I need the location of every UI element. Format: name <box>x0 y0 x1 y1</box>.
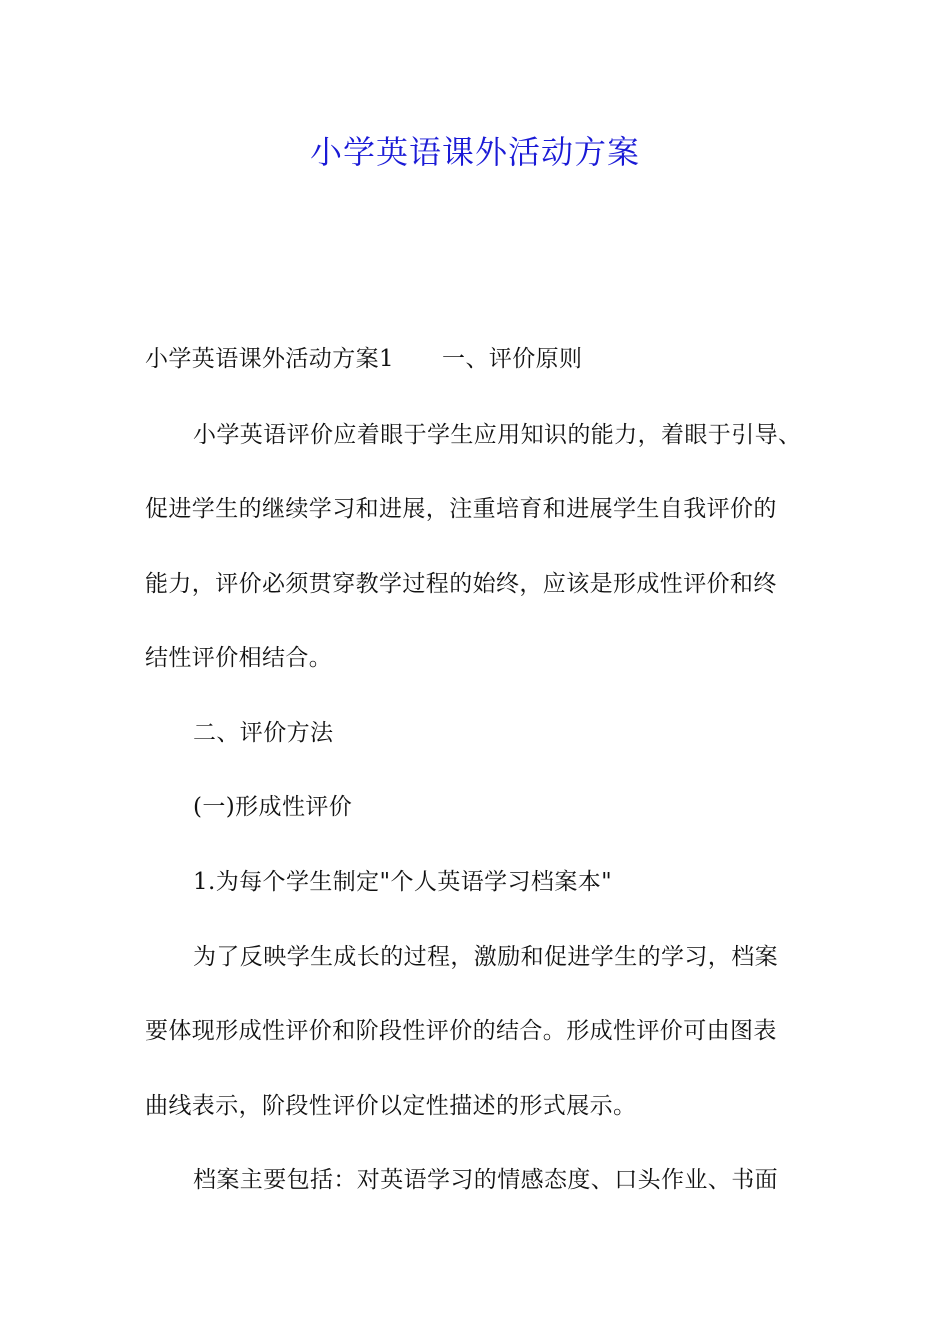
plan-heading: 小学英语课外活动方案1 <box>145 346 395 372</box>
section-heading-evaluation-methods: 二、评价方法 <box>193 720 334 746</box>
paragraph-line: 能力，评价必须贯穿教学过程的始终，应该是形成性评价和终 <box>145 571 777 597</box>
paragraph-line: 小学英语评价应着眼于学生应用知识的能力，着眼于引导、 <box>193 422 802 448</box>
item-heading-portfolio: 1.为每个学生制定"个人英语学习档案本" <box>193 869 613 895</box>
section-heading-line <box>145 342 582 376</box>
paragraph-line: 促进学生的继续学习和进展，注重培育和进展学生自我评价的 <box>145 496 777 522</box>
document-title: 小学英语课外活动方案 <box>309 133 640 171</box>
paragraph-line: 为了反映学生成长的过程，激励和促进学生的学习，档案 <box>193 944 778 970</box>
paragraph-line: 档案主要包括：对英语学习的情感态度、口头作业、书面 <box>193 1167 778 1193</box>
paragraph-line: 曲线表示，阶段性评价以定性描述的形式展示。 <box>145 1093 637 1119</box>
section-heading-evaluation-principles: 一、评价原则 <box>442 346 583 372</box>
paragraph-line: 要体现形成性评价和阶段性评价的结合。形成性评价可由图表 <box>145 1018 777 1044</box>
paragraph-line: 结性评价相结合。 <box>145 645 333 671</box>
subsection-heading-formative: (一)形成性评价 <box>193 794 353 820</box>
